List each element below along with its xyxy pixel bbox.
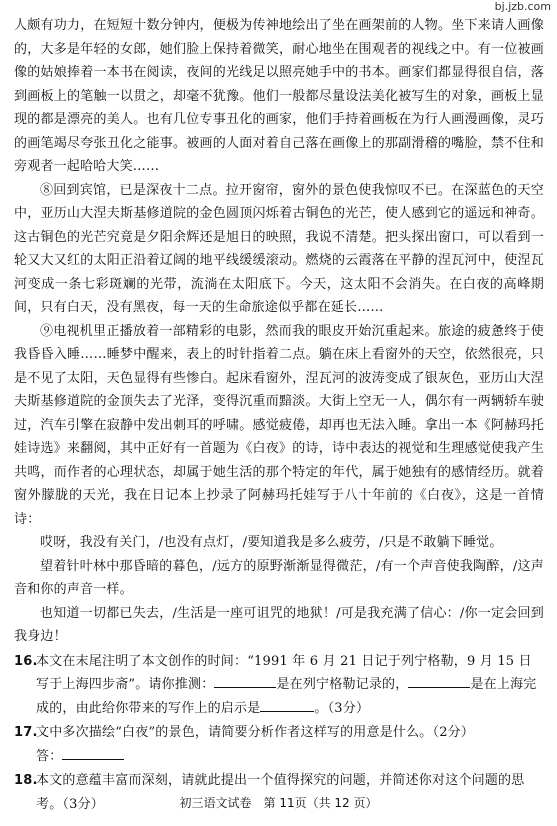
question-text — [36, 650, 544, 721]
document-body — [14, 14, 544, 816]
poem-stanza-3: 也知道一切都已失去，/生活是一座可诅咒的地狱！/可是我充满了信心：/你一定会回到我身边！ — [14, 605, 544, 644]
question-18-text: 本文的意蕴丰富而深刻，请就此提出一个值得探究的问题，并简述你对这个问题的思考。（3分） — [36, 773, 525, 812]
answer-blank-4[interactable] — [62, 745, 124, 760]
question-number: 16. — [14, 653, 38, 669]
answer-blank-3[interactable] — [260, 697, 314, 712]
question-16-text-part2: 是在列宁格勒记录的， — [276, 677, 409, 692]
answer-blank-1[interactable] — [214, 673, 276, 688]
answer-blank-2[interactable] — [408, 673, 470, 688]
question-number: 18. — [14, 773, 38, 788]
poem-stanza-1: 哎呀，我没有关门，/也没有点灯，/要知道我是多么疲劳，/只是不敢躺下睡觉。 — [40, 535, 503, 550]
question-16 — [14, 650, 544, 721]
paragraph-7-continued: 人颇有功力，在短短十数分钟内，便极为传神地绘出了坐在画架前的人物。坐下来请人画像的，大多是年轻的女郎，她们脸上保持着微笑，耐心地坐在围观者的视线之中。有一位被画像的姑娘捧着一本书在阅读，夜间的光线足以照亮她手中的书本。画家们都显得很自信，落到画板上的笔触一以贯之，却毫不犹豫。他们一般都尽量设法美化被写生的对象，画板上显现的都是漂亮的美人。也有几位专事丑化的画家，他们手持着画板在为行人画漫画像，灵巧的画笔竭尽夸张丑化之能事。被画的人面对着自己落在画像上的那副滑稽的嘴脸，禁不住和旁观者一起哈哈大笑…… — [14, 18, 544, 174]
question-number: 17. — [14, 725, 38, 740]
question-17-text: 文中多次描绘“白夜”的景色，请简要分析作者这样写的用意是什么。（2分） — [36, 725, 475, 740]
page-footer: 初三语文试卷 第 11页（共 12 页） — [179, 796, 378, 810]
question-16-text-part1: 本文在末尾注明了本文创作的时间：“1991 年 6 月 21 日记于列宁格勒，9 月 15 日写于上海四步斋”。请你推测： — [36, 653, 532, 692]
answer-label: 答： — [36, 748, 63, 764]
paragraph-9: ⑨电视机里正播放着一部精彩的电影，然而我的眼皮开始沉重起来。旅途的疲惫终于使我昏昏入睡……睡梦中醒来，表上的时针指着二点。躺在床上看窗外的天空，依然很亮，只是不见了太阳，天色显得有些惨白。起床看窗外，涅瓦河的波涛变成了银灰色，亚历山大涅夫斯基修道院的金顶失去了光泽，变得沉重而黯淡。大街上空无一人，偶尔有一两辆轿车驶过，汽车引擎在寂静中发出刺耳的呼啸。感觉疲倦，却再也无法入睡。拿出一本《阿赫玛托娃诗选》来翻阅，其中正好有一首题为《白夜》的诗，诗中表达的视觉和生理感觉使我产生共鸣，而作者的心理状态，却属于她生活的那个特定的年代，属于她独有的感情经历。就着窗外朦胧的天光，我在日记本上抄录了阿赫玛托娃写于八十年前的《白夜》，这是一首情诗： — [14, 323, 544, 527]
paragraph-8: ⑧回到宾馆，已是深夜十二点。拉开窗帘，窗外的景色使我惊叹不已。在深蓝色的天空中，亚历山大涅夫斯基修道院的金色圆顶闪烁着古铜色的光芒，使人感到它的遥远和神奇。这古铜色的光芒究竟是夕阳余辉还是旭日的映照，我说不清楚。把头探出窗口，可以看到一轮又大又红的太阳正沿着辽阔的地平线缓缓滚动。燃烧的云霞落在平静的涅瓦河中，使涅瓦河变成一条七彩斑斓的光带，流淌在太阳底下。今天，这太阳不会消失。在白夜的高峰期间，只有白天，没有黑夜，每一天的生命旅途似乎都在延长…… — [14, 182, 544, 315]
watermark-text: bj.jzb.com — [494, 0, 551, 13]
question-17 — [14, 721, 544, 768]
question-16-text-part4: 。（3分） — [314, 700, 370, 716]
question-16-text-part3: 是在上海完成的，由此给你带来的写作上的启示是 — [36, 677, 537, 716]
question-text — [36, 721, 544, 768]
poem-stanza-2: 望着针叶林中那昏暗的暮色，/远方的原野渐渐显得微茫，/有一个声音使我陶醉，/这声音和你的声音一样。 — [14, 558, 544, 597]
